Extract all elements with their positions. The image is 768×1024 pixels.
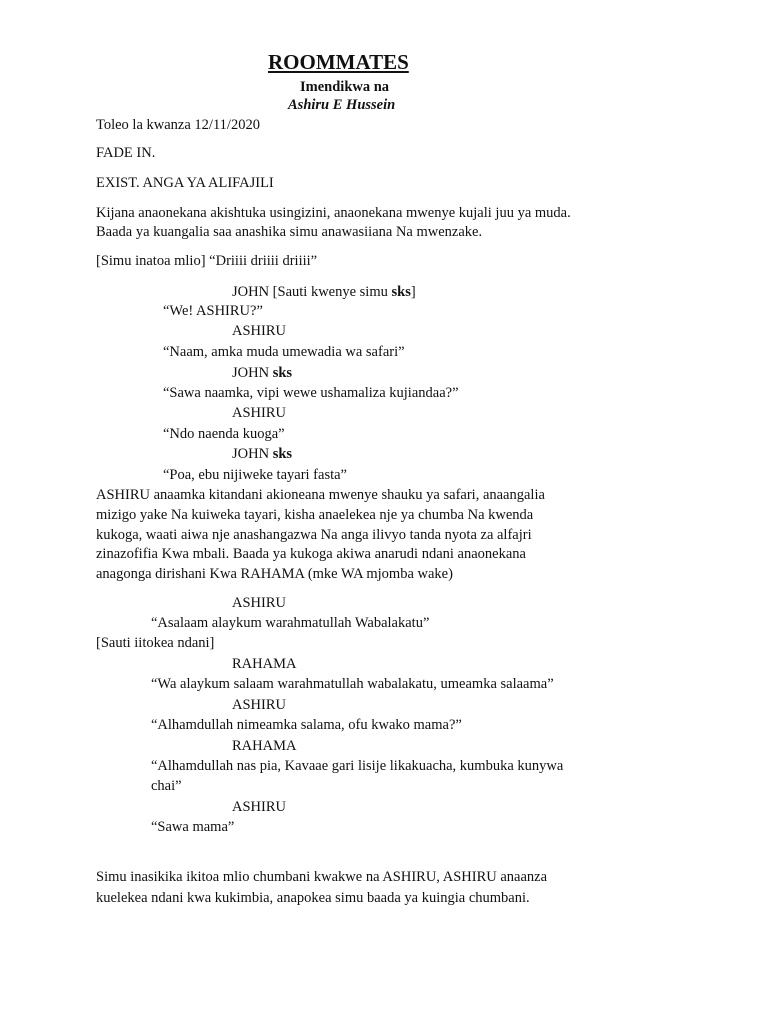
- action-line: Kijana anaonekana akishtuka usingizini, anaonekana mwenye kujali juu ya muda.: [96, 205, 571, 221]
- action-line: mizigo yake Na kuiweka tayari, kisha anaelekea nje ya chumba Na kwenda: [96, 507, 534, 523]
- cue-extension: sks: [272, 446, 293, 462]
- version-note: Toleo la kwanza 12/11/2020: [96, 117, 260, 133]
- script-title: ROOMMATES: [268, 50, 409, 74]
- character-cue-ashiru: ASHIRU: [232, 697, 286, 713]
- dialogue-line: “Poa, ebu nijiweke tayari fasta”: [163, 467, 347, 483]
- character-cue-john: [232, 285, 416, 300]
- action-line: Baada ya kuangalia saa anashika simu anawasiiana Na mwenzake.: [96, 224, 483, 240]
- action-line: zinazofifia Kwa mbali. Baada ya kukoga akiwa anarudi ndani anaonekana: [96, 546, 526, 562]
- action-line: kuelekea ndani kwa kukimbia, anapokea simu baada ya kuingia chumbani.: [96, 890, 530, 906]
- character-cue-ashiru: ASHIRU: [232, 405, 286, 421]
- action-line: Simu inasikika ikitoa mlio chumbani kwakwe na ASHIRU, ASHIRU anaanza: [96, 869, 548, 885]
- parenthetical: [Sauti iitokea ndani]: [96, 635, 215, 651]
- cue-extension: sks: [272, 365, 293, 381]
- cue-text: JOHN [Sauti kwenye simu: [232, 284, 392, 300]
- dialogue-line: “We! ASHIRU?”: [163, 303, 263, 319]
- action-line: ASHIRU anaamka kitandani akioneana mwenye shauku ya safari, anaangalia: [96, 487, 545, 503]
- dialogue-line: “Sawa mama”: [151, 819, 235, 835]
- character-cue-john: [232, 447, 292, 462]
- fade-in: FADE IN.: [96, 145, 156, 161]
- cue-extension: sks: [391, 284, 411, 300]
- character-cue-rahama: RAHAMA: [232, 656, 297, 672]
- dialogue-line: “Ndo naenda kuoga”: [163, 426, 285, 442]
- cue-text-end: ]: [410, 284, 416, 300]
- cue-text: JOHN: [232, 446, 273, 462]
- action-line: anagonga dirishani Kwa RAHAMA (mke WA mjomba wake): [96, 566, 453, 582]
- dialogue-line: “Wa alaykum salaam warahmatullah wabalakatu, umeamka salaama”: [151, 676, 554, 692]
- character-cue-rahama: RAHAMA: [232, 738, 297, 754]
- dialogue-line: chai”: [151, 778, 182, 794]
- dialogue-line: “Naam, amka muda umewadia wa safari”: [163, 344, 405, 360]
- scene-heading: EXIST. ANGA YA ALIFAJILI: [96, 175, 274, 191]
- character-cue-john: [232, 366, 292, 381]
- cue-text: JOHN: [232, 365, 273, 381]
- dialogue-line: “Sawa naamka, vipi wewe ushamaliza kujiandaa?”: [163, 385, 459, 401]
- byline: Imendikwa na: [300, 79, 390, 95]
- dialogue-line: “Alhamdullah nas pia, Kavaae gari lisije likakuacha, kumbuka kunywa: [151, 758, 564, 774]
- dialogue-line: “Alhamdullah nimeamka salama, ofu kwako mama?”: [151, 717, 462, 733]
- character-cue-ashiru: ASHIRU: [232, 595, 286, 611]
- dialogue-line: “Asalaam alaykum warahmatullah Wabalakatu”: [151, 615, 430, 631]
- character-cue-ashiru: ASHIRU: [232, 323, 286, 339]
- action-line: kukoga, waati aiwa nje anashangazwa Na anga ilivyo tanda nyota za alfajri: [96, 527, 532, 543]
- sound-effect: [Simu inatoa mlio] “Driiii driiii driiii”: [96, 253, 318, 269]
- character-cue-ashiru: ASHIRU: [232, 799, 286, 815]
- author-name: Ashiru E Hussein: [288, 97, 396, 113]
